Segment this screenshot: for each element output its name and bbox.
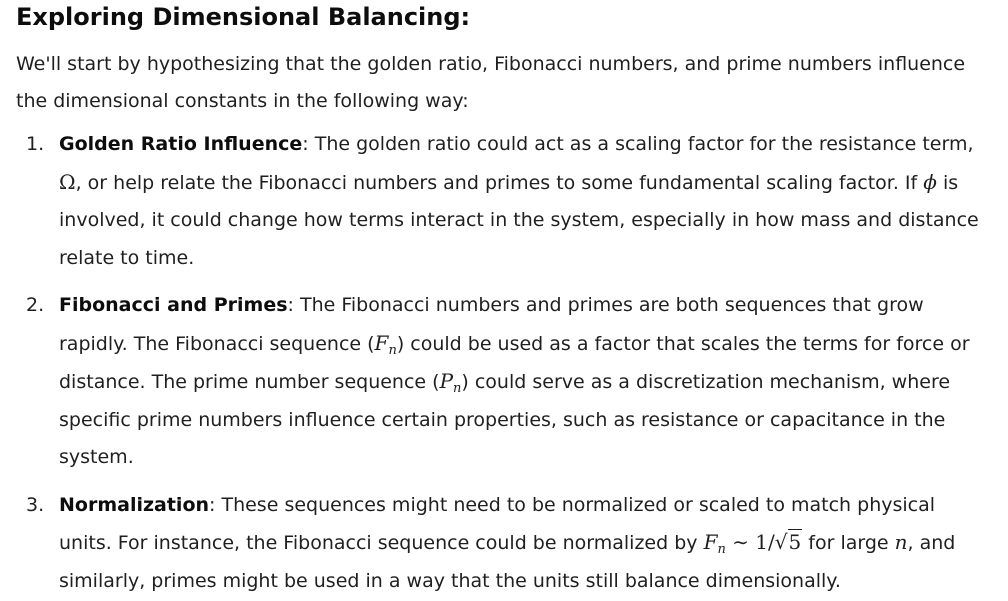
list-item-number: 2. (26, 294, 45, 316)
list-item-term: Fibonacci and Primes (59, 294, 288, 316)
math-normalization-formula: $F_n$ ∼ 1/√5 (704, 530, 803, 554)
list-item-number: 1. (26, 133, 45, 155)
list-item-term: Normalization (59, 493, 210, 516)
list-item-text: : The Fibonacci numbers and primes are both sequences that grow rapidly. The Fibonacci sequence ( (59, 294, 924, 355)
math-omega: Ω (59, 169, 76, 194)
list-item-normalization (16, 487, 992, 601)
math-prime-pn: $P_n$ (439, 369, 462, 396)
list-item-number: 3. (26, 493, 45, 516)
list-item-term: Golden Ratio Influence (59, 133, 303, 155)
list-item-text: ) could be used as a factor that scales the terms for force or distance. The prime number sequence ( (59, 332, 970, 393)
math-fibonacci-fn: $F_n$ (374, 330, 397, 358)
math-n: n (894, 530, 908, 554)
list-item-text: , and similarly, primes might be used in a way that the units still balance dimensionally. (59, 532, 956, 592)
math-phi: ϕ (923, 169, 937, 194)
sqrt-symbol: √5 (774, 530, 802, 554)
numbered-list (16, 126, 992, 600)
list-item-text: , or help relate the Fibonacci numbers and primes to some fundamental scaling factor. If (75, 171, 924, 194)
list-item-fibonacci-primes (16, 287, 992, 477)
list-item-text: is involved, it could change how terms interact in the system, especially in how mass and distance relate to time. (59, 171, 979, 269)
list-item-text: for large (802, 532, 895, 554)
list-item-text: : The golden ratio could act as a scaling factor for the resistance term, (302, 133, 974, 155)
list-item-text: ) could serve as a discretization mechanism, where specific prime numbers influence certain properties, such as resistance or capacitance in the system. (59, 371, 951, 468)
list-item-text: : These sequences might need to be normalized or scaled to match physical units. For instance, the Fibonacci sequence could be normalized by (59, 493, 936, 554)
list-item-golden-ratio (16, 126, 992, 277)
intro-paragraph: We'll start by hypothesizing that the golden ratio, Fibonacci numbers, and prime numbers influence the dimensional constants in the following way: (16, 53, 966, 112)
section-heading: Exploring Dimensional Balancing: (16, 3, 471, 31)
